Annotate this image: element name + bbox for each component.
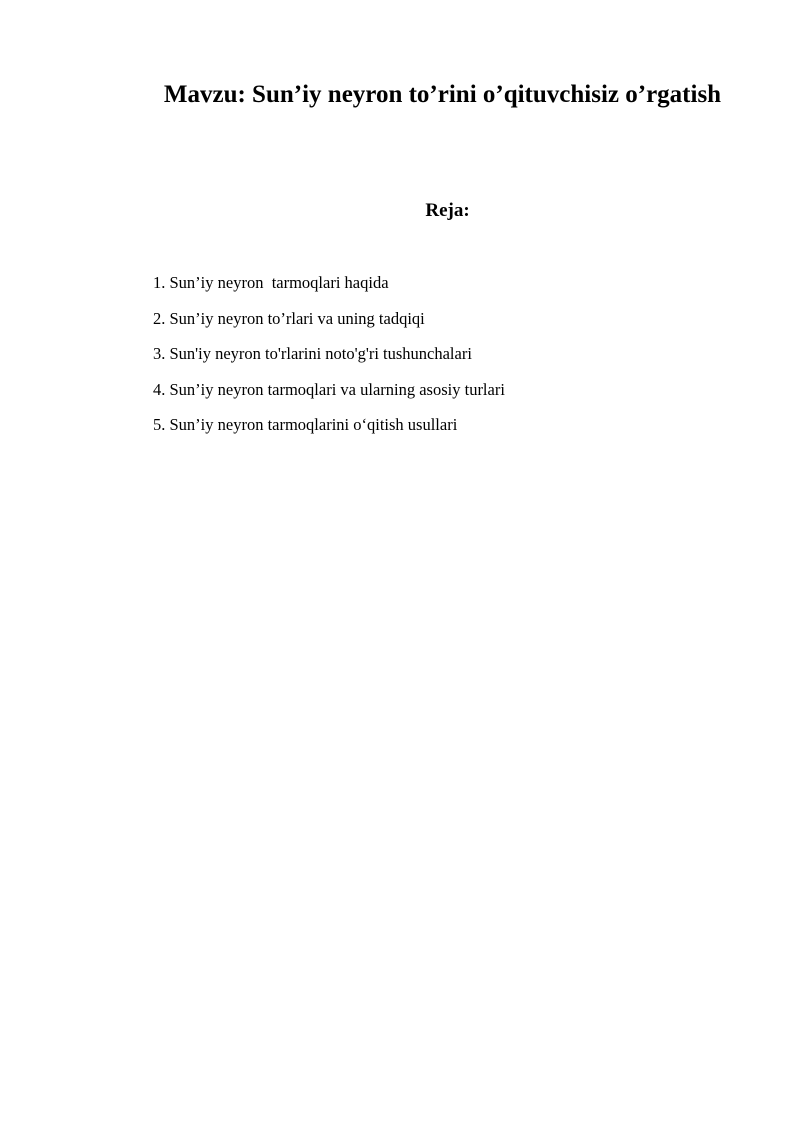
plan-item xyxy=(153,414,505,436)
plan-item-number: 4. xyxy=(153,379,166,399)
plan-item-number: 1. xyxy=(153,273,166,292)
plan-item xyxy=(153,379,505,401)
plan-item-number: 2. xyxy=(153,308,166,328)
document-title: Mavzu: Sun’iy neyron to’rini o’qituvchisiz o’rgatish xyxy=(163,81,722,108)
plan-heading: Reja: xyxy=(425,200,470,221)
plan-item-text: Sun'iy neyron to'rlarini noto'g'ri tushunchalari xyxy=(169,344,472,363)
plan-item-text: Sun’iy neyron tarmoqlari va ularning asosiy turlari xyxy=(169,379,505,399)
plan-item xyxy=(153,343,505,365)
plan-item-text: Sun’iy neyron tarmoqlarini o‘qitish usullari xyxy=(169,415,458,434)
plan-item-number: 3. xyxy=(153,344,166,363)
plan-item-number: 5. xyxy=(153,415,166,434)
plan-item xyxy=(153,308,505,330)
plan-list xyxy=(153,272,505,450)
plan-item-text: Sun’iy neyron to’rlari va uning tadqiqi xyxy=(169,308,425,328)
plan-item-text: Sun’iy neyron tarmoqlari haqida xyxy=(169,273,389,292)
plan-item xyxy=(153,272,505,294)
